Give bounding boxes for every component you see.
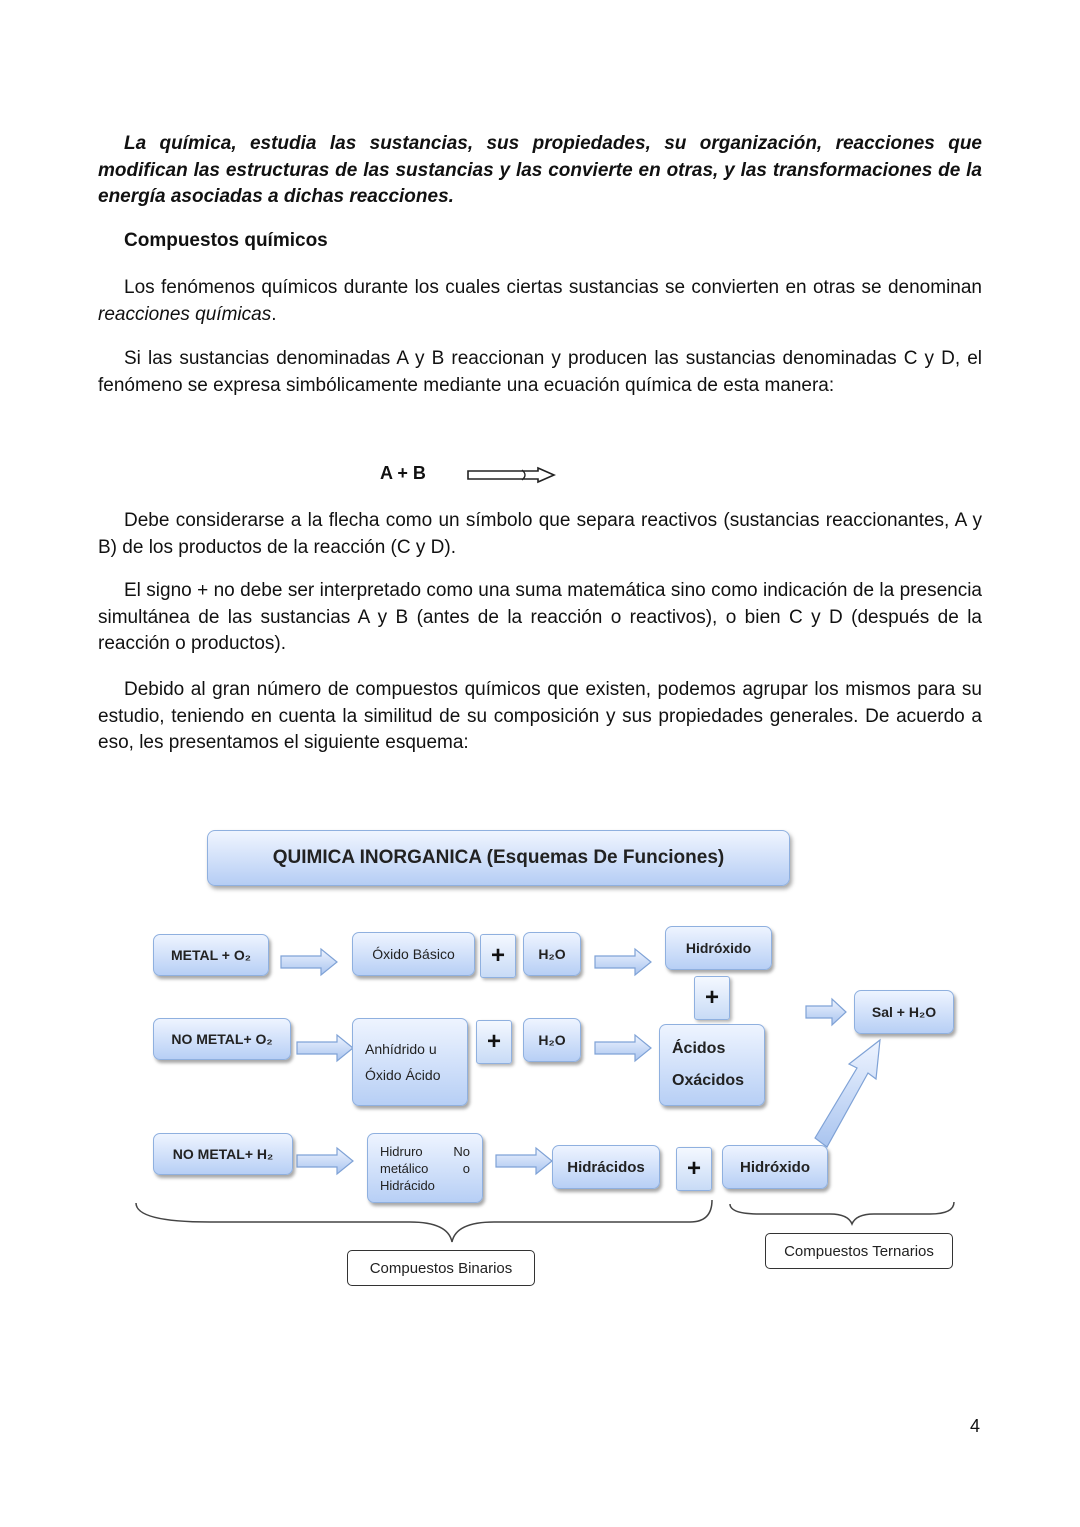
box-h2o: H₂O xyxy=(523,1018,581,1062)
arrow-water-to-hydroxide xyxy=(595,949,651,975)
box-sal-h2o: Sal + H₂O xyxy=(854,990,954,1034)
arrow-hydroxide-to-salt xyxy=(815,1040,880,1147)
arrow-water-to-acids xyxy=(595,1035,651,1061)
arrow-nometal-h2-to-hydride xyxy=(297,1148,353,1174)
brace-binarios xyxy=(136,1200,712,1242)
p1-text: Los fenómenos químicos durante los cuales ciertas sustancias se convierten en otras se denominan xyxy=(124,277,982,298)
equation-reactants: A + B xyxy=(380,463,426,483)
plus-sign: + xyxy=(694,976,730,1020)
box-anhidrido: Anhídrido u Óxido Ácido xyxy=(352,1018,468,1106)
label-compuestos-ternarios: Compuestos Ternarios xyxy=(765,1233,953,1269)
diagram-title: QUIMICA INORGANICA (Esquemas De Funciones) xyxy=(207,830,790,886)
plus-sign: + xyxy=(480,934,516,978)
arrow-hydride-to-hydracids xyxy=(496,1148,552,1174)
box-oxido-basico: Óxido Básico xyxy=(352,932,475,976)
box-hidracidos: Hidrácidos xyxy=(552,1145,660,1189)
box-h2o: H₂O xyxy=(523,932,581,976)
plus-sign: + xyxy=(476,1020,512,1064)
label-compuestos-binarios: Compuestos Binarios xyxy=(347,1250,535,1286)
section-heading: Compuestos químicos xyxy=(124,230,328,251)
box-hidruro: Hidruro No metálico o Hidrácido xyxy=(367,1133,483,1203)
box-acidos-oxacidos: Ácidos Oxácidos xyxy=(659,1024,765,1106)
brace-ternarios xyxy=(730,1202,954,1224)
intro-paragraph: La química, estudia las sustancias, sus propiedades, su organización, reacciones que modifican las estructuras de las sustancias y las convierte en otras, y las transformaciones de la energía asociadas a dichas reacciones. xyxy=(98,133,982,207)
arrow-nometal-to-anhydride xyxy=(297,1035,353,1061)
p1-end: . xyxy=(271,303,277,325)
box-nometal-o2: NO METAL+ O₂ xyxy=(153,1018,291,1060)
paragraph-scheme-intro: Debido al gran número de compuestos químicos que existen, podemos agrupar los mismos para su estudio, teniendo en cuenta la similitud de su composición y sus propiedades generales. De acuerdo a eso, les presentamos el siguiente esquema: xyxy=(98,679,982,753)
box-hidroxido-top: Hidróxido xyxy=(665,926,772,970)
plus-sign: + xyxy=(676,1147,712,1191)
paragraph-equation: Si las sustancias denominadas A y B reaccionan y producen las sustancias denominadas C y D, el fenómeno se expresa simbólicamente mediante una ecuación química de esta manera: xyxy=(98,348,982,396)
p1-emphasis: reacciones químicas xyxy=(98,303,272,325)
paragraph-arrow-meaning: Debe considerarse a la flecha como un símbolo que separa reactivos (sustancias reaccionantes, A y B) de los productos de la reacción (C y D). xyxy=(98,510,982,558)
box-metal-o2: METAL + O₂ xyxy=(153,934,269,976)
box-hidroxido-bottom: Hidróxido xyxy=(722,1145,828,1189)
arrow-to-salt xyxy=(806,999,846,1025)
paragraph-plus-meaning: El signo + no debe ser interpretado como una suma matemática sino como indicación de la presencia simultánea de las sustancias A y B (antes de la reacción o reactivos), o bien C y D (después de la reacción o productos). xyxy=(98,580,982,654)
arrow-metal-to-oxide xyxy=(281,949,337,975)
box-nometal-h2: NO METAL+ H₂ xyxy=(153,1133,293,1175)
page-number: 4 xyxy=(970,1416,981,1436)
